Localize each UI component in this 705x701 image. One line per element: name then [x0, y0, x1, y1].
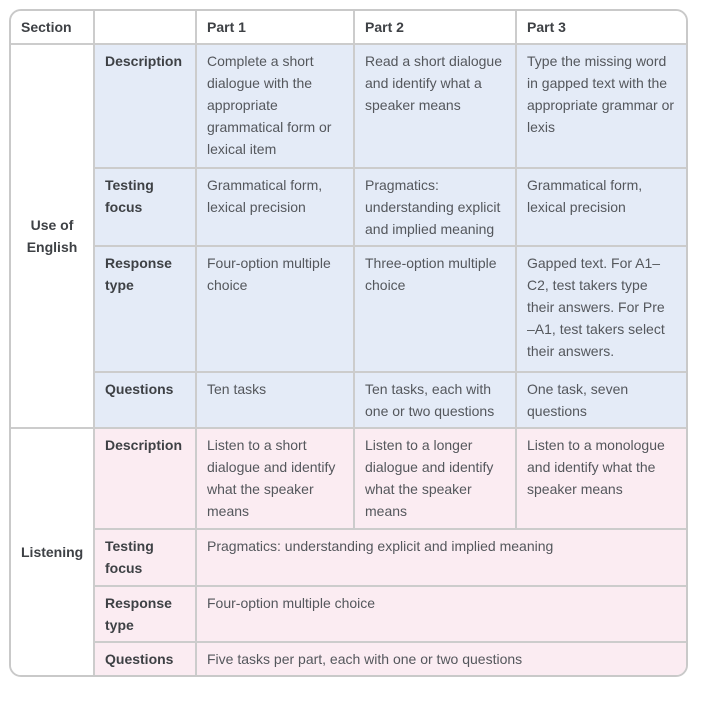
row-label-response-type: Response type [95, 587, 197, 643]
table-row [11, 643, 686, 675]
cell-uoe-description-part1: Complete a short dialogue with the appropriate grammatical form or lexical item [197, 45, 355, 169]
cell-listening-questions-all-parts: Five tasks per part, each with one or two questions [197, 643, 686, 675]
row-label-description: Description [95, 45, 197, 169]
table-row [11, 45, 686, 169]
row-label-questions: Questions [95, 373, 197, 429]
row-label-testing-focus: Testing focus [95, 530, 197, 587]
section-cell-use-of-english: Use of English [11, 45, 95, 429]
cell-uoe-response-part3: Gapped text. For A1–C2, test takers type their answers. For Pre –A1, test takers select their answers. [517, 247, 686, 373]
row-label-description: Description [95, 429, 197, 530]
row-label-response-type: Response type [95, 247, 197, 373]
exam-structure-table [11, 11, 686, 675]
table-row [11, 587, 686, 643]
table-header-row [11, 11, 686, 45]
cell-uoe-testing-part2: Pragmatics: understanding explicit and implied meaning [355, 169, 517, 247]
table-row [11, 247, 686, 373]
cell-listening-description-part2: Listen to a longer dialogue and identify what the speaker means [355, 429, 517, 530]
exam-structure-table-container [9, 9, 688, 677]
cell-uoe-questions-part3: One task, seven questions [517, 373, 686, 429]
table-row [11, 429, 686, 530]
table-row [11, 530, 686, 587]
cell-uoe-questions-part1: Ten tasks [197, 373, 355, 429]
table-row [11, 169, 686, 247]
cell-uoe-description-part2: Read a short dialogue and identify what a speaker means [355, 45, 517, 169]
cell-uoe-questions-part2: Ten tasks, each with one or two questions [355, 373, 517, 429]
cell-listening-description-part1: Listen to a short dialogue and identify what the speaker means [197, 429, 355, 530]
header-cell-part3: Part 3 [517, 11, 686, 45]
section-cell-listening: Listening [11, 429, 95, 675]
cell-uoe-response-part2: Three-option multiple choice [355, 247, 517, 373]
header-cell-part1: Part 1 [197, 11, 355, 45]
cell-uoe-testing-part1: Grammatical form, lexical precision [197, 169, 355, 247]
table-row [11, 373, 686, 429]
row-label-questions: Questions [95, 643, 197, 675]
header-cell-blank [95, 11, 197, 45]
cell-listening-testing-all-parts: Pragmatics: understanding explicit and implied meaning [197, 530, 686, 587]
header-cell-section: Section [11, 11, 95, 45]
cell-listening-description-part3: Listen to a monologue and identify what the speaker means [517, 429, 686, 530]
cell-uoe-description-part3: Type the missing word in gapped text with the appropriate grammar or lexis [517, 45, 686, 169]
cell-uoe-testing-part3: Grammatical form, lexical precision [517, 169, 686, 247]
cell-uoe-response-part1: Four-option multiple choice [197, 247, 355, 373]
row-label-testing-focus: Testing focus [95, 169, 197, 247]
cell-listening-response-all-parts: Four-option multiple choice [197, 587, 686, 643]
header-cell-part2: Part 2 [355, 11, 517, 45]
